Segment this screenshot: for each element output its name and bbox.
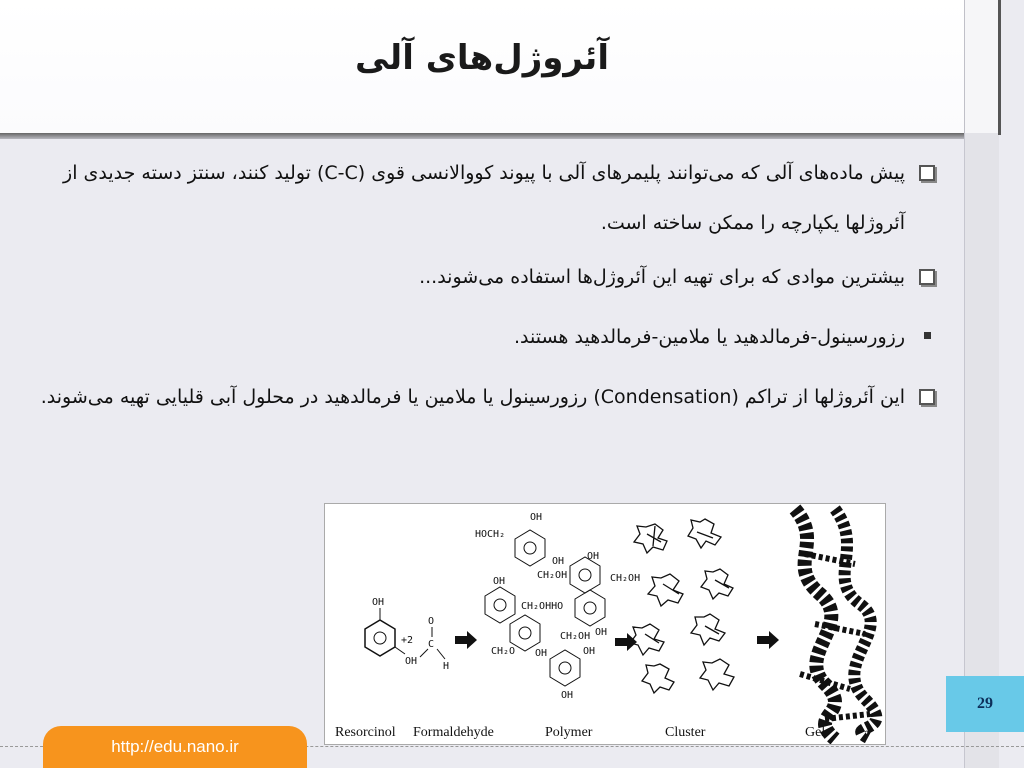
formaldehyde-molecule [420,616,449,672]
polymer-oh-f: OH [535,648,548,659]
polymer-ch2oh-b: CH₂OH [610,573,641,584]
polymer-ch2oh-c: CH₂O [491,646,516,657]
resorcinol-molecule [365,597,417,667]
formaldehyde-c: C [428,639,435,650]
square-bullet-icon [919,165,935,181]
caption-cluster: Cluster [665,725,706,740]
sub-bullet-paragraph [25,312,935,362]
paragraph-3-text: رزورسینول-فرمالدهید یا ملامین-فرمالدهید هستند. [514,326,905,348]
paragraph-2-text: بیشترین موادی که برای تهیه این آئروژل‌ها استفاده می‌شوند... [419,266,905,288]
polymer-oh-b: OH [552,556,565,567]
formaldehyde-o: O [428,616,435,627]
caption-polymer: Polymer [545,725,593,740]
slide-body [25,148,935,422]
arrow-icon [455,631,477,649]
slide-title: آئروژل‌های آلی [355,38,609,78]
aerogel-synthesis-figure [324,503,886,745]
right-rule [998,0,1001,135]
polymer-oh-e: OH [595,627,608,638]
polymer-ch2oh-a: CH₂OH [537,570,568,581]
bullet-paragraph-2 [25,252,935,302]
square-bullet-icon [919,269,935,285]
plus-two-label: +2 [401,635,414,646]
gel-network-graphic [795,509,876,739]
resorcinol-oh-side: OH [405,656,418,667]
polymer-oh-a: OH [530,512,543,523]
paragraph-4-text: این آئروژلها از تراکم (Condensation) رزورسینول یا ملامین یا فرمالدهید در محلول آبی قلیایی تهیه می‌شوند. [40,386,905,408]
polymer-oh-g: OH [583,646,596,657]
polymer-molecules [475,512,640,701]
caption-gel: Gel [805,725,826,740]
polymer-oh-d: OH [493,576,506,587]
caption-resorcinol: Resorcinol [335,725,396,740]
bullet-paragraph-4 [25,372,935,422]
polymer-oh-h: OH [561,690,574,701]
arrow-icon [757,631,779,649]
page-number: 29 [946,676,1024,732]
arrow-icon [615,633,637,651]
resorcinol-oh-top: OH [372,597,385,608]
polymer-ch2oho: CH₂OHHO [521,601,564,612]
polymer-hoch2: HOCH₂ [475,529,506,540]
dot-bullet-icon [924,332,931,339]
polymer-oh-c: OH [587,551,600,562]
cluster-graphics [630,519,734,693]
bullet-paragraph-1 [25,148,935,248]
polymer-ch2oh-d: CH₂OH [560,631,591,642]
formaldehyde-h: H [443,661,450,672]
square-bullet-icon [919,389,935,405]
right-strip-top [964,0,999,133]
paragraph-1-text: پیش ماده‌های آلی که می‌توانند پلیمرهای آلی با پیوند کووالانسی قوی (C-C) تولید کنند، سنتز دسته جدیدی از آئروژلها یکپارچه را ممکن ساخته است. [63,162,905,234]
caption-formaldehyde: Formaldehyde [413,725,494,740]
synthesis-diagram [325,504,885,744]
title-divider [0,133,964,139]
footer-url-link[interactable]: http://edu.nano.ir [43,726,307,768]
